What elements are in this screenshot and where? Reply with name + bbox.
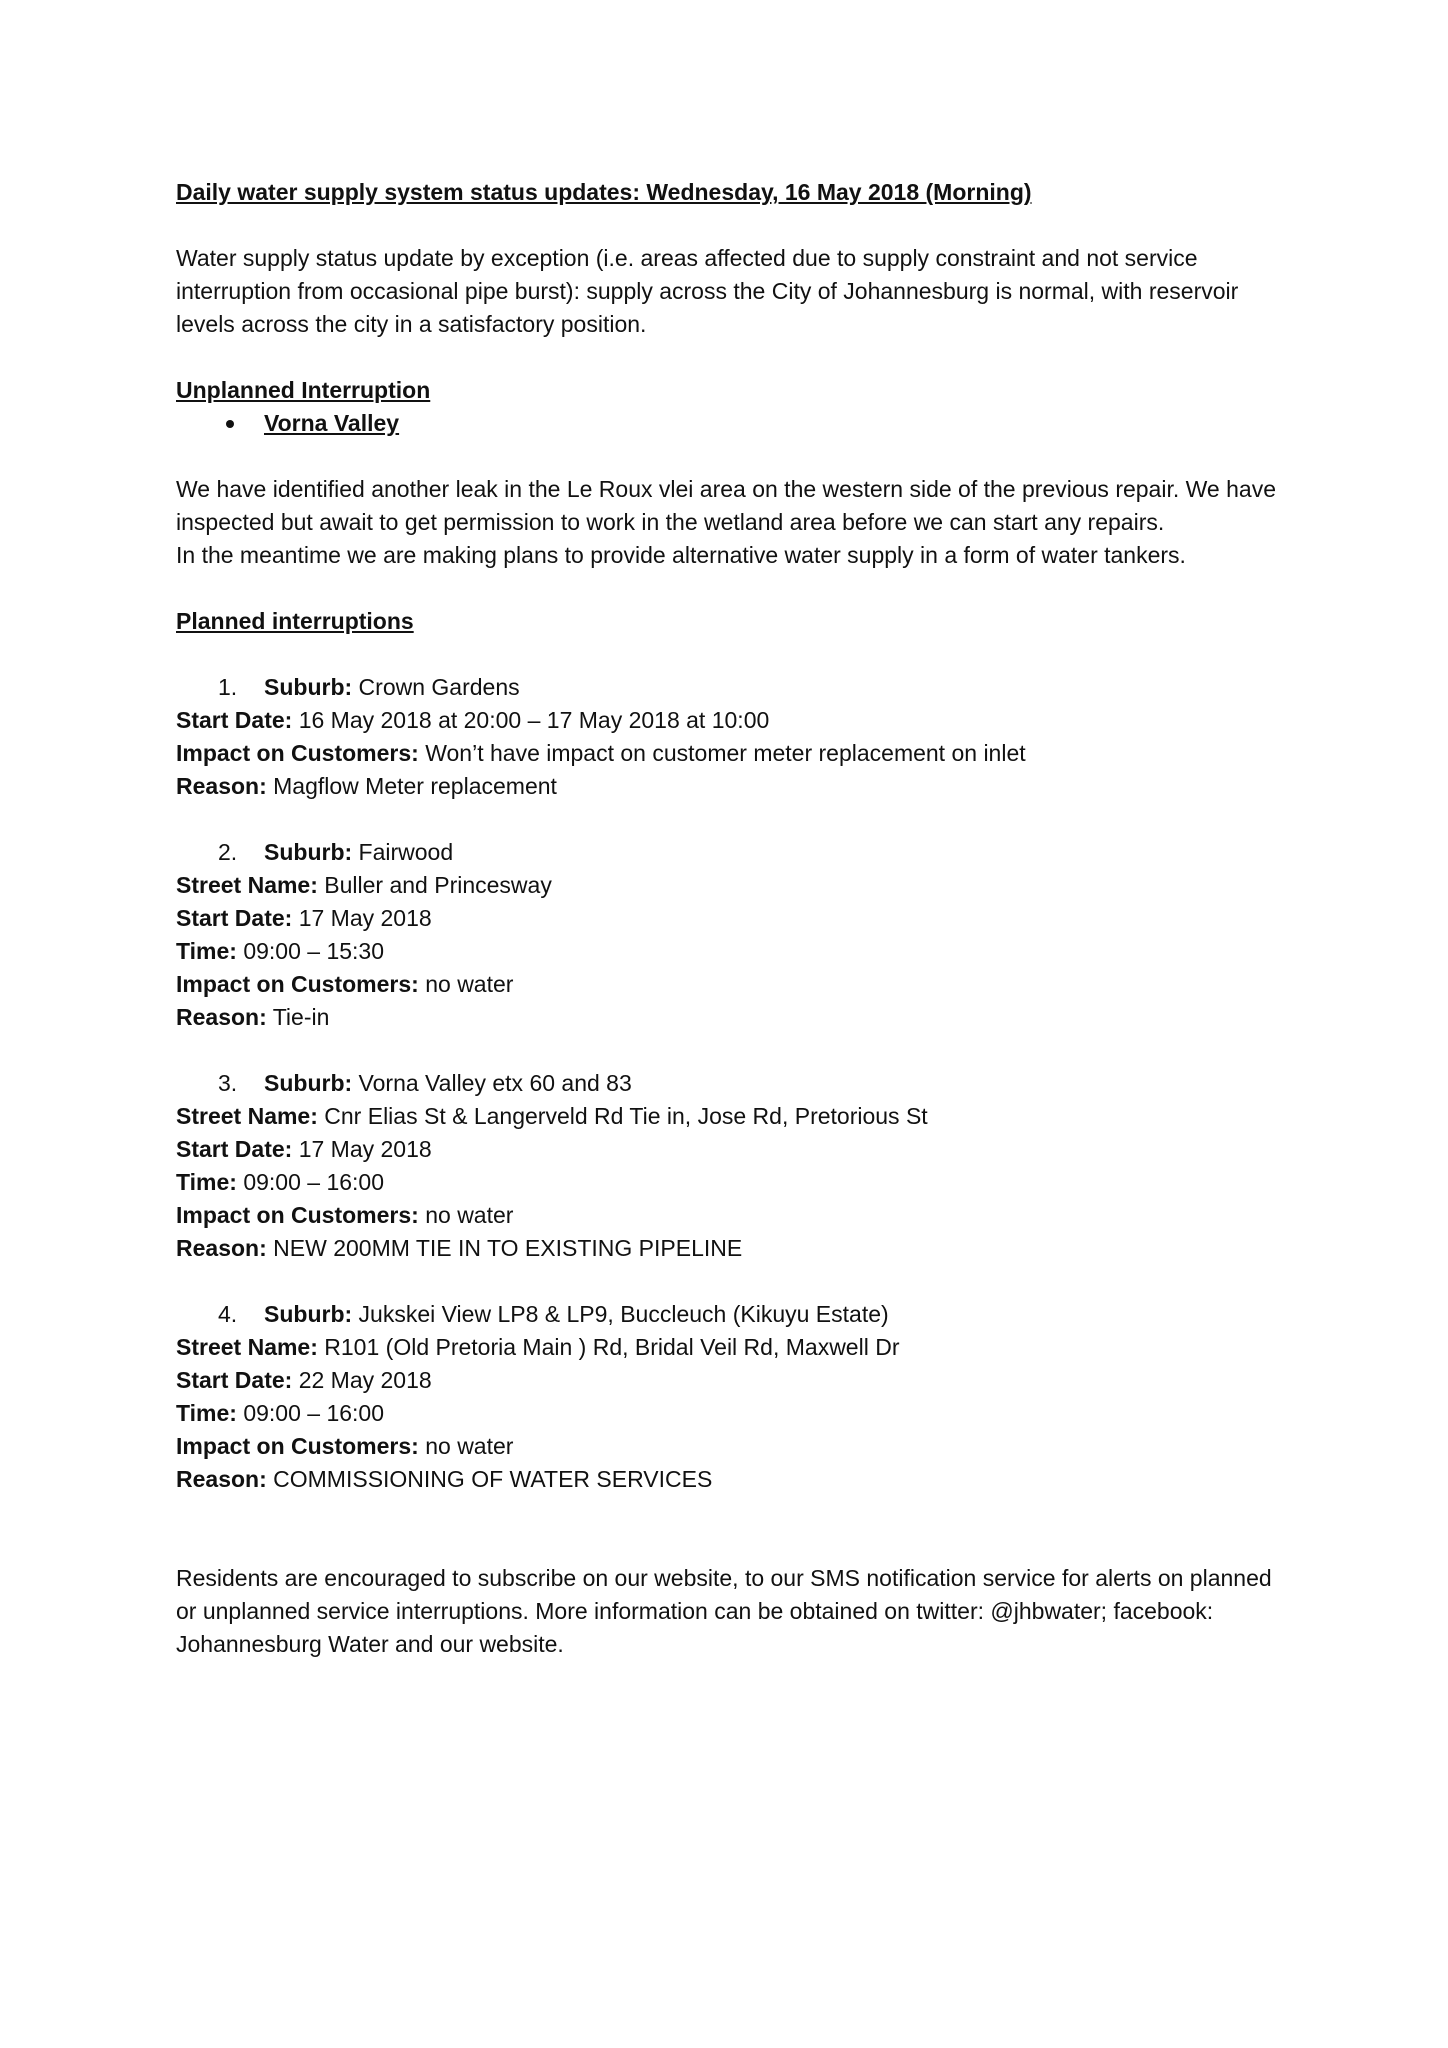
- suburb-label: Suburb:: [264, 839, 353, 865]
- street-name-label: Street Name:: [176, 1103, 318, 1129]
- reason-label: Reason:: [176, 1466, 267, 1492]
- suburb-value: Crown Gardens: [352, 674, 520, 700]
- time-value: 09:00 – 15:30: [236, 938, 385, 964]
- street-name-label: Street Name:: [176, 1334, 318, 1360]
- reason-line: [176, 770, 1296, 803]
- start-date-value: 17 May 2018: [292, 1136, 432, 1162]
- street-name-value: R101 (Old Pretoria Main ) Rd, Bridal Veil Rd, Maxwell Dr: [317, 1334, 900, 1360]
- unplanned-paragraph-2: In the meantime we are making plans to provide alternative water supply in a form of water tankers.: [176, 542, 1186, 568]
- unplanned-paragraph-1: We have identified another leak in the Le Roux vlei area on the western side of the previous repair. We have inspected but await to get permission to work in the wetland area before we can start any repairs.: [176, 476, 1276, 535]
- time-value: 09:00 – 16:00: [236, 1400, 385, 1426]
- item-number: 2.: [218, 839, 238, 865]
- start-date-value: 22 May 2018: [292, 1367, 432, 1393]
- impact-label: Impact on Customers:: [176, 971, 419, 997]
- reason-value: COMMISSIONING OF WATER SERVICES: [266, 1466, 713, 1492]
- impact-line: [176, 737, 1296, 770]
- start-date-line: [176, 902, 1296, 935]
- street-name-line: [176, 869, 1296, 902]
- impact-label: Impact on Customers:: [176, 740, 419, 766]
- item-number: 4.: [218, 1301, 238, 1327]
- unplanned-area-vorna-valley: [176, 407, 1296, 440]
- impact-line: [176, 968, 1296, 1001]
- street-name-line: [176, 1331, 1296, 1364]
- street-name-value: Cnr Elias St & Langerveld Rd Tie in, Jose Rd, Pretorious St: [317, 1103, 928, 1129]
- document-title: Daily water supply system status updates: Wednesday, 16 May 2018 (Morning): [176, 179, 1032, 205]
- suburb-value: Jukskei View LP8 & LP9, Buccleuch (Kikuyu Estate): [352, 1301, 889, 1327]
- street-name-line: [176, 1100, 1296, 1133]
- impact-line: [176, 1430, 1296, 1463]
- planned-item-suburb-line: [176, 836, 1296, 869]
- impact-value: Won’t have impact on customer meter replacement on inlet: [418, 740, 1026, 766]
- start-date-line: [176, 1364, 1296, 1397]
- time-line: [176, 1397, 1296, 1430]
- street-name-value: Buller and Princesway: [317, 872, 552, 898]
- planned-item-suburb-line: [176, 1067, 1296, 1100]
- suburb-value: Vorna Valley etx 60 and 83: [352, 1070, 632, 1096]
- start-date-line: [176, 704, 1296, 737]
- impact-value: no water: [418, 1433, 514, 1459]
- reason-label: Reason:: [176, 773, 267, 799]
- time-line: [176, 935, 1296, 968]
- start-date-label: Start Date:: [176, 1367, 293, 1393]
- unplanned-heading: Unplanned Interruption: [176, 377, 431, 403]
- planned-item-suburb-line: [176, 1298, 1296, 1331]
- impact-label: Impact on Customers:: [176, 1433, 419, 1459]
- reason-value: NEW 200MM TIE IN TO EXISTING PIPELINE: [266, 1235, 743, 1261]
- start-date-label: Start Date:: [176, 1136, 293, 1162]
- intro-paragraph: Water supply status update by exception (i.e. areas affected due to supply constraint and not service interruption from occasional pipe burst): supply across the City of Johannesburg is normal, with reservoir levels across the city in a satisfactory position.: [176, 245, 1239, 337]
- unplanned-area-label: Vorna Valley: [264, 410, 400, 436]
- reason-label: Reason:: [176, 1235, 267, 1261]
- footer-paragraph: Residents are encouraged to subscribe on our website, to our SMS notification service for alerts on planned or unplanned service interruptions. More information can be obtained on twitter: @jhbwater; facebook: Johannesburg Water and our website.: [176, 1565, 1272, 1657]
- start-date-label: Start Date:: [176, 905, 293, 931]
- time-line: [176, 1166, 1296, 1199]
- start-date-value: 17 May 2018: [292, 905, 432, 931]
- reason-line: [176, 1463, 1296, 1496]
- time-label: Time:: [176, 1169, 237, 1195]
- street-name-label: Street Name:: [176, 872, 318, 898]
- impact-line: [176, 1199, 1296, 1232]
- start-date-value: 16 May 2018 at 20:00 – 17 May 2018 at 10:00: [292, 707, 770, 733]
- time-value: 09:00 – 16:00: [236, 1169, 385, 1195]
- impact-value: no water: [418, 971, 514, 997]
- suburb-label: Suburb:: [264, 674, 353, 700]
- time-label: Time:: [176, 1400, 237, 1426]
- bullet-icon: [226, 420, 234, 428]
- suburb-value: Fairwood: [352, 839, 454, 865]
- suburb-label: Suburb:: [264, 1070, 353, 1096]
- reason-line: [176, 1232, 1296, 1265]
- spacer: [176, 1529, 1296, 1562]
- reason-value: Magflow Meter replacement: [266, 773, 557, 799]
- planned-item: [176, 836, 1296, 1034]
- suburb-label: Suburb:: [264, 1301, 353, 1327]
- start-date-label: Start Date:: [176, 707, 293, 733]
- planned-heading: Planned interruptions: [176, 608, 414, 634]
- item-number: 1.: [218, 674, 238, 700]
- item-number: 3.: [218, 1070, 238, 1096]
- reason-label: Reason:: [176, 1004, 267, 1030]
- planned-item-suburb-line: [176, 671, 1296, 704]
- impact-value: no water: [418, 1202, 514, 1228]
- reason-value: Tie-in: [266, 1004, 330, 1030]
- document-page: [176, 176, 1296, 1694]
- reason-line: [176, 1001, 1296, 1034]
- time-label: Time:: [176, 938, 237, 964]
- planned-item: [176, 1067, 1296, 1265]
- impact-label: Impact on Customers:: [176, 1202, 419, 1228]
- unplanned-list: [176, 407, 1296, 440]
- planned-item: [176, 671, 1296, 803]
- start-date-line: [176, 1133, 1296, 1166]
- planned-item: [176, 1298, 1296, 1496]
